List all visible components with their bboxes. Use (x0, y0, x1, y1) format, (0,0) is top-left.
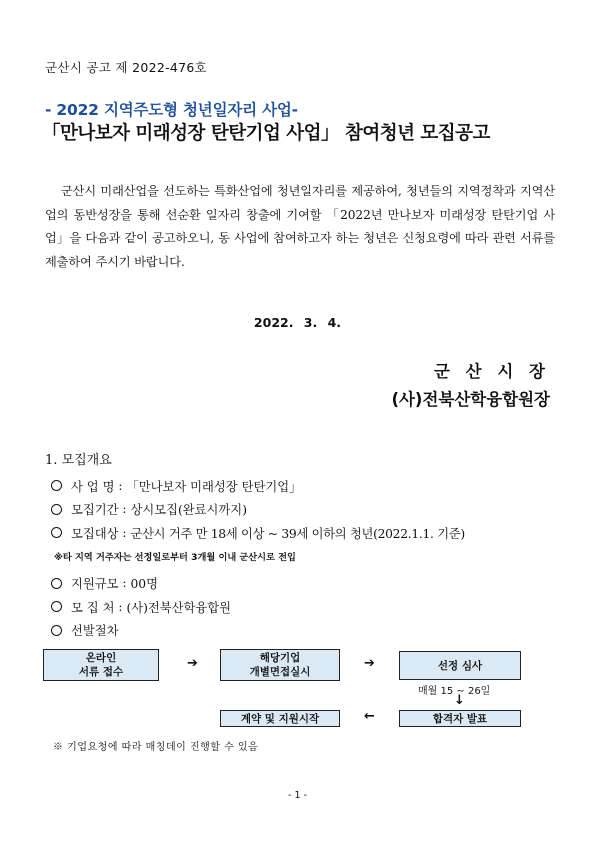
circle-bullet-icon (51, 578, 62, 589)
item-separator: : (114, 478, 127, 493)
arrow-down-icon: ↓ (454, 693, 465, 708)
signatory-association: (사)전북산학융합원장 (391, 390, 550, 409)
list-item (45, 595, 575, 619)
item-label: 지원규모 (71, 577, 119, 592)
item-separator: : (118, 525, 131, 540)
circle-bullet-icon (51, 625, 62, 636)
item-value: 상시모집(완료시까지) (130, 503, 247, 518)
item-value: 군산시 거주 만 18세 이상 ~ 39세 이하의 청년(2022.1.1. 기준) (130, 526, 465, 541)
circle-bullet-icon (51, 601, 62, 612)
intro-text: 군산시 미래산업을 선도하는 특화산업에 청년일자리를 제공하여, 청년들의 지역정착과 지역산업의 동반성장을 통해 선순환 일자리 창출에 기여할 「2022년 만나보자 미래성장 탄탄기업 사업」을 다음과 같이 공고하오니, 동 사업에 참여하고자 하는 청년은 신청요령에 따라 관련 서류를 제출하여 주시기 바랍니다. (45, 184, 555, 269)
announcement-date: 2022. 3. 4. (253, 315, 342, 330)
process-step-result-announcement (399, 710, 521, 727)
process-step-online-application (43, 649, 159, 681)
item-separator: : (118, 502, 131, 517)
process-step-interview (220, 649, 340, 681)
circle-bullet-icon (51, 480, 62, 491)
item-label: 선발절차 (71, 624, 119, 639)
signatory-mayor: 군 산 시 장 (434, 362, 550, 381)
item-separator: : (118, 576, 131, 591)
list-item (45, 474, 575, 498)
step-label: 온라인 (85, 652, 117, 664)
step-label: 계약 및 지원시작 (240, 712, 320, 725)
item-value: 00명 (130, 577, 159, 592)
step-label: 개별면접실시 (249, 666, 311, 678)
selection-period: 매월 15 ~ 26일 (418, 686, 491, 697)
circle-bullet-icon (51, 504, 62, 515)
item-label: 모집기간 (71, 503, 119, 518)
list-item (45, 498, 575, 522)
process-step-selection-review (399, 651, 521, 680)
step-label: 선정 심사 (437, 659, 483, 672)
list-item (45, 521, 575, 545)
arrow-right-icon: ➔ (364, 656, 375, 671)
list-item (45, 619, 575, 643)
notice-number: 군산시 공고 제 2022-476호 (45, 60, 208, 75)
title-subheading: - 2022 지역주도형 청년일자리 사업- (45, 101, 298, 119)
item-label: 모 집 처 (71, 600, 115, 615)
item-value: (사)전북산학융합원 (126, 600, 232, 615)
arrow-right-icon: ➔ (187, 656, 198, 671)
circle-bullet-icon (51, 527, 62, 538)
item-separator: : (114, 599, 127, 614)
matching-day-note: ※ 기업요청에 따라 매칭데이 진행할 수 있음 (53, 742, 259, 753)
step-label: 서류 접수 (78, 666, 124, 678)
list-item (45, 572, 575, 596)
process-step-contract-start (220, 710, 340, 727)
intro-paragraph (45, 180, 555, 274)
arrow-left-icon: ← (364, 709, 375, 724)
section-title: 1. 모집개요 (45, 453, 112, 468)
page-number: - 1 - (288, 790, 307, 801)
item-label: 사 업 명 (71, 479, 115, 494)
item-label: 모집대상 (71, 526, 119, 541)
residency-note: ※타 지역 거주자는 선정일로부터 3개월 이내 군산시로 전입 (54, 552, 296, 563)
item-value: 「만나보자 미래성장 탄탄기업」 (126, 479, 302, 494)
step-label: 합격자 발표 (432, 712, 488, 725)
page-title: 「만나보자 미래성장 탄탄기업 사업」 참여청년 모집공고 (42, 123, 490, 144)
step-label: 해당기업 (259, 652, 301, 664)
